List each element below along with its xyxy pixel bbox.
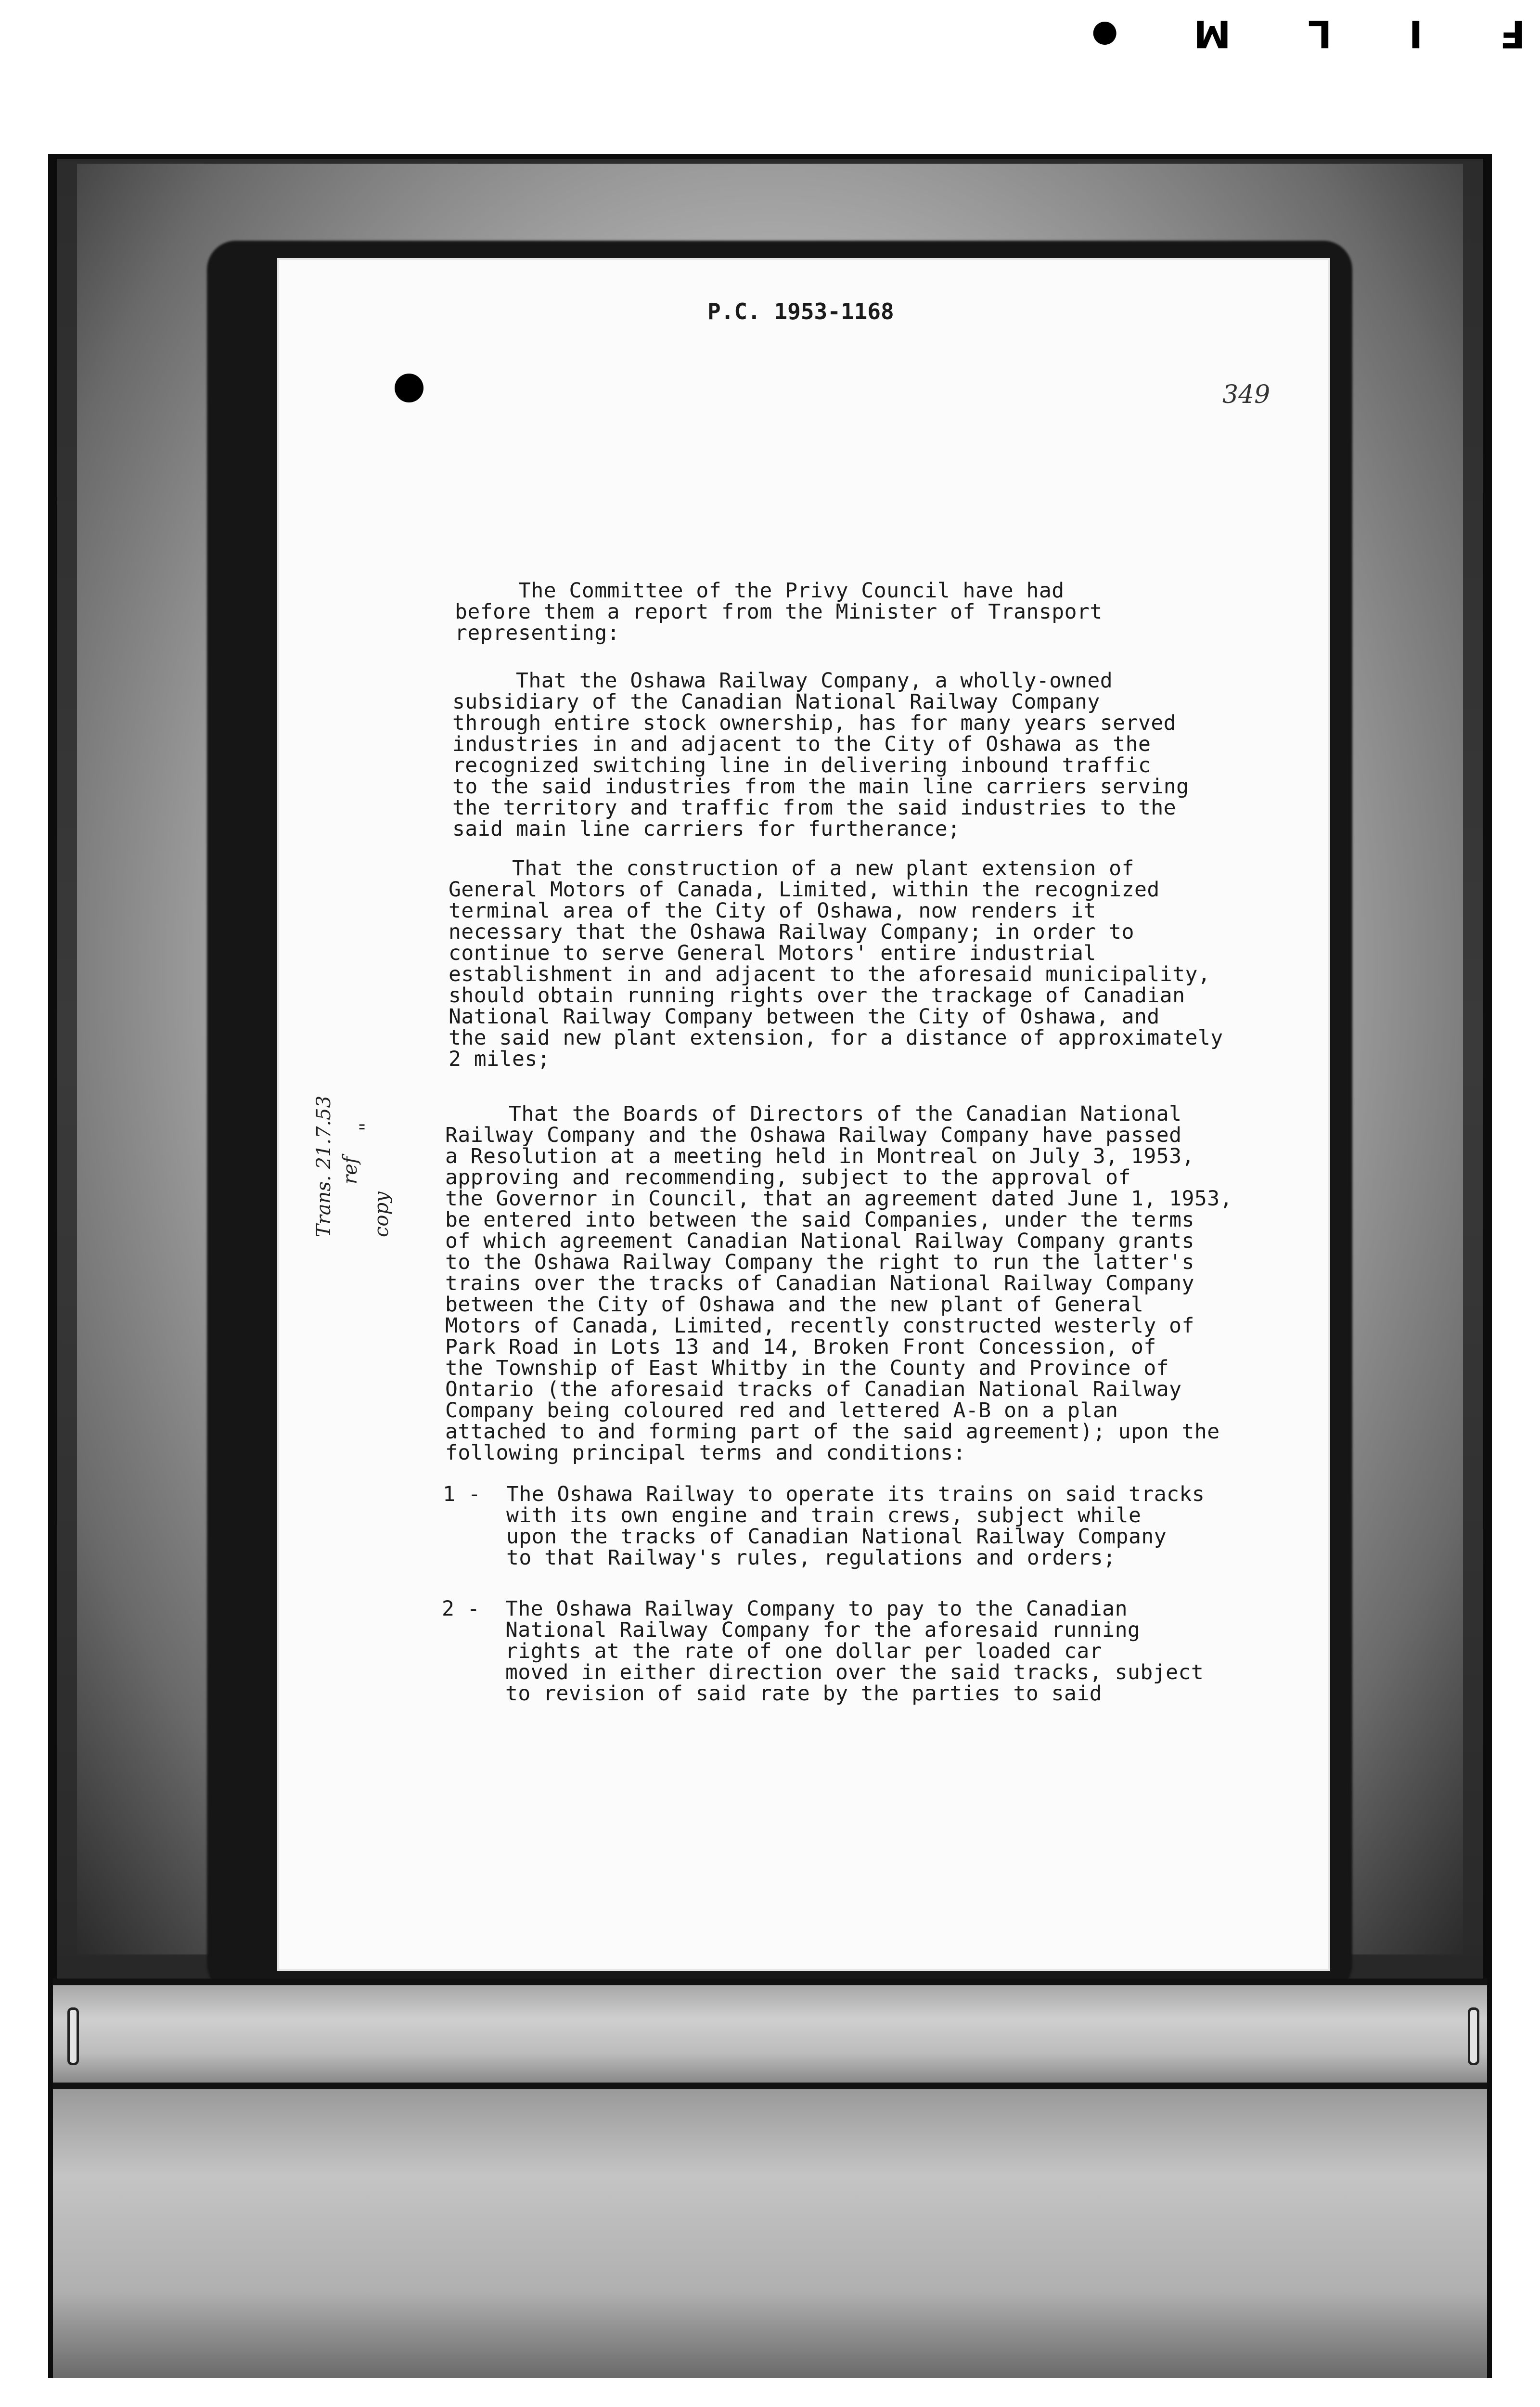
punch-hole (395, 374, 424, 402)
film-letter-f: F (1500, 12, 1526, 55)
text-line: establishment in and adjacent to the aforesaid municipality, (449, 962, 1211, 986)
text-line: terminal area of the City of Oshawa, now renders it (449, 899, 1096, 923)
film-letter-l: L (1308, 12, 1332, 55)
paragraph-boards-resolution (445, 1103, 1232, 1463)
text-line: following principal terms and conditions: (445, 1441, 966, 1465)
film-holder-lower (53, 2089, 1487, 2378)
text-line: to the said industries from the main line carriers serving (452, 775, 1189, 799)
text-line: between the City of Oshawa and the new plant of General (445, 1293, 1144, 1317)
condition-2 (442, 1598, 1204, 1704)
margin-note-line: Trans. 21.7.53 (313, 1095, 335, 1237)
text-line: attached to and forming part of the said agreement); upon the (445, 1420, 1220, 1444)
text-line: to that Railway's rules, regulations and orders; (443, 1546, 1116, 1570)
holder-clip-right (1468, 2007, 1479, 2065)
text-line: of which agreement Canadian National Railway Company grants (445, 1229, 1194, 1253)
text-line: approving and recommending, subject to the approval of (445, 1165, 1131, 1190)
text-line: be entered into between the said Companies, under the terms (445, 1208, 1194, 1232)
film-dot-icon (1093, 22, 1116, 45)
text-line: to revision of said rate by the parties to said (442, 1682, 1103, 1706)
film-holder-bar (53, 1979, 1487, 2089)
text-line: 2 - The Oshawa Railway Company to pay to the Canadian (442, 1597, 1128, 1621)
text-line: Railway Company and the Oshawa Railway Company have passed (445, 1123, 1182, 1147)
paragraph-plant-extension (449, 858, 1223, 1070)
paragraph-oshawa-railway (452, 670, 1189, 840)
text-line: representing: (455, 621, 620, 645)
paragraph-intro (455, 580, 1103, 644)
margin-note-line: ref (339, 1156, 361, 1184)
text-line: continue to serve General Motors' entire industrial (449, 941, 1096, 965)
text-line: a Resolution at a meeting held in Montreal on July 3, 1953, (445, 1144, 1194, 1168)
text-line: moved in either direction over the said tracks, subject (442, 1660, 1204, 1684)
text-line: Motors of Canada, Limited, recently constructed westerly of (445, 1314, 1194, 1338)
text-line: That the construction of a new plant extension of (449, 856, 1134, 880)
text-line: The Committee of the Privy Council have had (455, 579, 1065, 603)
condition-1 (443, 1484, 1205, 1568)
text-line: Park Road in Lots 13 and 14, Broken Front Concession, of (445, 1335, 1156, 1359)
text-line: to the Oshawa Railway Company the right to run the latter's (445, 1250, 1194, 1274)
page-number: 349 (1222, 380, 1270, 409)
text-line: should obtain running rights over the trackage of Canadian (449, 984, 1185, 1008)
text-line: industries in and adjacent to the City of Oshawa as the (452, 732, 1151, 756)
text-line: the said new plant extension, for a distance of approximately (449, 1026, 1223, 1050)
margin-note-line: copy (371, 1191, 393, 1237)
text-line: 2 miles; (449, 1047, 551, 1071)
text-line: before them a report from the Minister of Transport (455, 600, 1103, 624)
text-line: Ontario (the aforesaid tracks of Canadian National Railway (445, 1377, 1182, 1401)
text-line: said main line carriers for furtherance; (452, 817, 961, 841)
document-reference: P.C. 1953-1168 (707, 298, 894, 324)
film-bottom-edge (0, 2378, 1540, 2407)
text-line: That the Oshawa Railway Company, a wholly-owned (452, 669, 1113, 693)
text-line: Company being coloured red and lettered A-B on a plan (445, 1398, 1118, 1423)
text-line: subsidiary of the Canadian National Railway Company (452, 690, 1100, 714)
text-line: through entire stock ownership, has for many years served (452, 711, 1177, 735)
text-line: National Railway Company for the aforesaid running (442, 1618, 1141, 1642)
film-letter-m: M (1194, 12, 1231, 55)
text-line: recognized switching line in delivering inbound traffic (452, 753, 1151, 777)
text-line: upon the tracks of Canadian National Railway Company (443, 1525, 1167, 1549)
text-line: the Township of East Whitby in the County and Province of (445, 1356, 1169, 1380)
text-line: with its own engine and train crews, subject while (443, 1503, 1142, 1527)
text-line: the territory and traffic from the said industries to the (452, 796, 1177, 820)
text-line: National Railway Company between the City of Oshawa, and (449, 1005, 1160, 1029)
film-header-label (1093, 7, 1526, 60)
film-letter-i: I (1409, 12, 1423, 55)
text-line: General Motors of Canada, Limited, within the recognized (449, 878, 1160, 902)
text-line: 1 - The Oshawa Railway to operate its trains on said tracks (443, 1482, 1205, 1506)
holder-clip-left (67, 2007, 79, 2065)
handwritten-margin-note (294, 1011, 419, 1242)
margin-note-line: " (356, 1122, 378, 1131)
text-line: the Governor in Council, that an agreement dated June 1, 1953, (445, 1187, 1233, 1211)
text-line: rights at the rate of one dollar per loaded car (442, 1639, 1103, 1663)
text-line: necessary that the Oshawa Railway Company; in order to (449, 920, 1134, 944)
text-line: That the Boards of Directors of the Canadian National (445, 1102, 1182, 1126)
text-line: trains over the tracks of Canadian National Railway Company (445, 1271, 1194, 1295)
